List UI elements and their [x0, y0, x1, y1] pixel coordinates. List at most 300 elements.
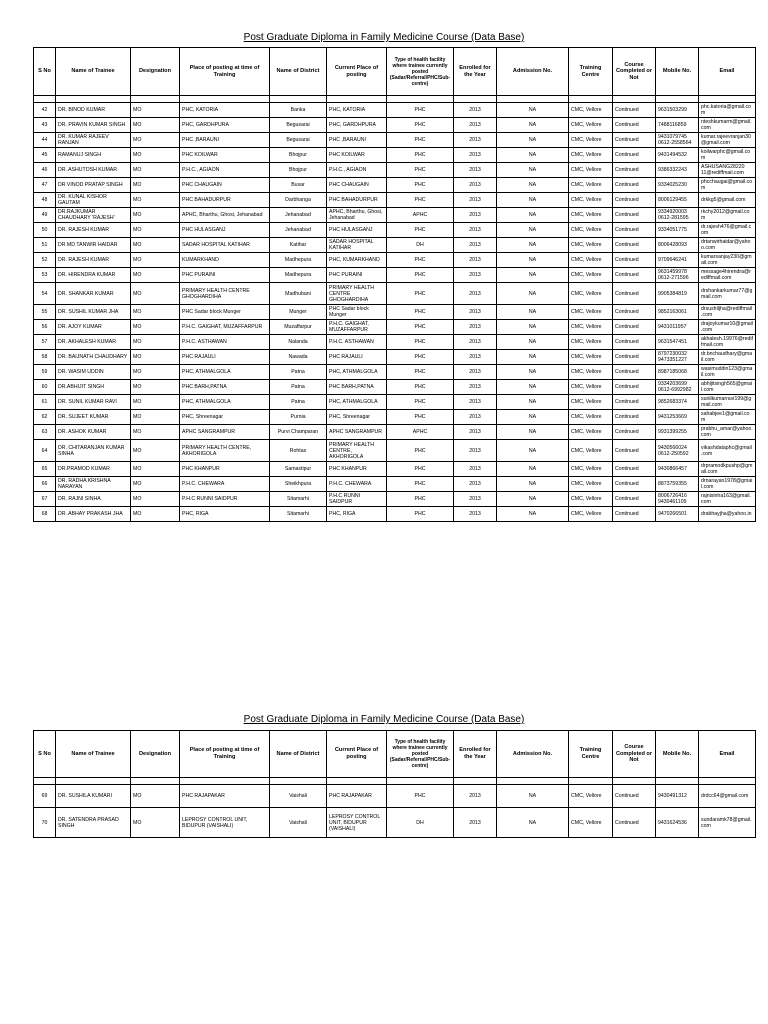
- cell-centre: CMC, Vellore: [569, 305, 613, 320]
- cell-enrolled: 2013: [454, 440, 497, 462]
- cell-district: Patna: [270, 380, 327, 395]
- cell-email: dr.rajesh476@gmail.com: [699, 223, 756, 238]
- cell-name: DR. ASHUTOSH KUMAR: [56, 163, 131, 178]
- cell-place: PHC, Shreenagar: [180, 410, 270, 425]
- cell-current: APHC, Bharthu, Ghosi, Jehanabad: [327, 208, 387, 223]
- header-place: Place of posting at time of Training: [180, 731, 270, 778]
- cell-mobile: 8006428093: [656, 238, 699, 253]
- cell-enrolled: 2013: [454, 305, 497, 320]
- cell-place: PHC CHAUGAIN: [180, 178, 270, 193]
- cell-sno: 54: [34, 283, 56, 305]
- cell-name: DR. RAJESH KUMAR: [56, 223, 131, 238]
- cell-current: PHC, KATORIA: [327, 103, 387, 118]
- header-sno: S No: [34, 731, 56, 778]
- cell-district: Jehanabad: [270, 223, 327, 238]
- cell-admission: NA: [497, 118, 569, 133]
- cell-designation: MO: [131, 133, 180, 148]
- cell-centre: CMC, Vellore: [569, 808, 613, 838]
- cell-completed: Continued: [613, 395, 656, 410]
- cell-enrolled: 2013: [454, 808, 497, 838]
- cell-type: PHC: [387, 350, 454, 365]
- cell-current: P.H.C., AGIAON: [327, 163, 387, 178]
- cell-name: DR. RAJNI SINHA: [56, 492, 131, 507]
- header-place: Place of posting at time of Training: [180, 48, 270, 96]
- cell-email: kumarsanjay230@gmail.com: [699, 253, 756, 268]
- cell-completed: Continued: [613, 365, 656, 380]
- cell-type: PHC: [387, 335, 454, 350]
- cell-place: KUMARKHAND: [180, 253, 270, 268]
- cell-name: DR. RAJESH KUMAR: [56, 253, 131, 268]
- table-row: [34, 492, 756, 507]
- cell-designation: MO: [131, 785, 180, 808]
- table-row: [34, 440, 756, 462]
- cell-name: DR. SUSHIL KUMAR JHA: [56, 305, 131, 320]
- table-row: [34, 178, 756, 193]
- cell-sno: 66: [34, 477, 56, 492]
- cell-sno: 42: [34, 103, 56, 118]
- cell-district: Madhepura: [270, 253, 327, 268]
- cell-completed: Continued: [613, 178, 656, 193]
- cell-admission: NA: [497, 178, 569, 193]
- cell-place: PHC Sadar block Munger: [180, 305, 270, 320]
- header-enrolled: Enrolled for the Year: [454, 731, 497, 778]
- cell-type: PHC: [387, 462, 454, 477]
- cell-place: PHC BAHADURPUR: [180, 193, 270, 208]
- cell-sno: 47: [34, 178, 56, 193]
- cell-centre: CMC, Vellore: [569, 365, 613, 380]
- cell-completed: Continued: [613, 223, 656, 238]
- cell-place: APHC, Bharthu, Ghosi, Jehanabad: [180, 208, 270, 223]
- header-centre: Training Centre: [569, 48, 613, 96]
- cell-current: LEPROSY CONTROL UNIT, BIDUPUR (VAISHALI): [327, 808, 387, 838]
- cell-designation: MO: [131, 410, 180, 425]
- cell-completed: Continued: [613, 118, 656, 133]
- table-row: [34, 193, 756, 208]
- cell-mobile: 9470266501: [656, 507, 699, 522]
- header-name: Name of Trainee: [56, 731, 131, 778]
- cell-mobile: 9631459978 0612-271596: [656, 268, 699, 283]
- cell-admission: NA: [497, 477, 569, 492]
- cell-place: PHC RAJAULI: [180, 350, 270, 365]
- cell-type: DH: [387, 238, 454, 253]
- cell-place: P.H.C. GAIGHAT, MUZAFFARPUR: [180, 320, 270, 335]
- cell-mobile: 9431253669: [656, 410, 699, 425]
- cell-district: Rohtas: [270, 440, 327, 462]
- trainee-table-2: [33, 730, 756, 838]
- cell-mobile: 9430566024 0612-250592: [656, 440, 699, 462]
- cell-completed: Continued: [613, 477, 656, 492]
- cell-mobile: 9431079745 0612-2558564: [656, 133, 699, 148]
- table-row: [34, 208, 756, 223]
- cell-sno: 61: [34, 395, 56, 410]
- cell-enrolled: 2013: [454, 178, 497, 193]
- cell-district: Vaishali: [270, 785, 327, 808]
- cell-admission: NA: [497, 103, 569, 118]
- cell-admission: NA: [497, 238, 569, 253]
- table-row: [34, 507, 756, 522]
- cell-centre: CMC, Vellore: [569, 133, 613, 148]
- cell-sno: 67: [34, 492, 56, 507]
- header-designation: Designation: [131, 48, 180, 96]
- cell-district: Bhojpur: [270, 163, 327, 178]
- cell-email: nteshkumarm@gmail.com: [699, 118, 756, 133]
- cell-current: APHC SANGRAMPUR: [327, 425, 387, 440]
- cell-place: PRIMARY HEALTH CENTRE GHOGHARDIHA: [180, 283, 270, 305]
- cell-place: PHC BARH,PATNA: [180, 380, 270, 395]
- table-row: [34, 335, 756, 350]
- cell-current: P.H.C. CHEWARA: [327, 477, 387, 492]
- cell-name: DR. BINOD KUMAR: [56, 103, 131, 118]
- cell-email: kumar.rajeevranjan30@gmail.com: [699, 133, 756, 148]
- cell-designation: MO: [131, 380, 180, 395]
- cell-enrolled: 2013: [454, 492, 497, 507]
- cell-completed: Continued: [613, 440, 656, 462]
- cell-email: koilwarphc@gmail.com: [699, 148, 756, 163]
- cell-district: Banka: [270, 103, 327, 118]
- cell-type: APHC: [387, 425, 454, 440]
- cell-sno: 44: [34, 133, 56, 148]
- cell-type: PHC: [387, 253, 454, 268]
- cell-designation: MO: [131, 283, 180, 305]
- cell-designation: MO: [131, 507, 180, 522]
- cell-current: PHC, RIGA: [327, 507, 387, 522]
- cell-admission: NA: [497, 268, 569, 283]
- cell-district: Sitamarhi: [270, 492, 327, 507]
- page-title: Post Graduate Diploma in Family Medicine Course (Data Base): [243, 32, 525, 43]
- cell-sno: 68: [34, 507, 56, 522]
- cell-enrolled: 2013: [454, 507, 497, 522]
- cell-centre: CMC, Vellore: [569, 477, 613, 492]
- cell-current: PHC, KUMARKHAND: [327, 253, 387, 268]
- cell-place: PHC, ATHMALGOLA: [180, 365, 270, 380]
- cell-centre: CMC, Vellore: [569, 492, 613, 507]
- table-row: [34, 785, 756, 808]
- cell-email: phc.katoria@gmail.com: [699, 103, 756, 118]
- cell-email: phcchaugai@gmail.com: [699, 178, 756, 193]
- table-row: [34, 253, 756, 268]
- cell-enrolled: 2013: [454, 462, 497, 477]
- header-mobile: Mobile No.: [656, 731, 699, 778]
- cell-district: Katihar: [270, 238, 327, 253]
- cell-current: P.H.C. GAIGHAT, MUZAFFARPUR: [327, 320, 387, 335]
- cell-district: Sheikhpura: [270, 477, 327, 492]
- cell-place: PHC, RIGA: [180, 507, 270, 522]
- cell-admission: NA: [497, 380, 569, 395]
- cell-completed: Continued: [613, 238, 656, 253]
- cell-place: PHC ,BARAUNI: [180, 133, 270, 148]
- cell-centre: CMC, Vellore: [569, 178, 613, 193]
- cell-place: P.H.C. ASTHAWAN: [180, 335, 270, 350]
- cell-type: PHC: [387, 283, 454, 305]
- cell-sno: 55: [34, 305, 56, 320]
- cell-district: Bhojpur: [270, 148, 327, 163]
- table-row: [34, 350, 756, 365]
- cell-designation: MO: [131, 335, 180, 350]
- header-enrolled: Enrolled for the Year: [454, 48, 497, 96]
- cell-current: P.H.C RUNNI SAIDPUR: [327, 492, 387, 507]
- cell-admission: NA: [497, 350, 569, 365]
- table-row: [34, 133, 756, 148]
- cell-admission: NA: [497, 320, 569, 335]
- cell-completed: Continued: [613, 335, 656, 350]
- cell-name: DR. SHANKAR KUMAR: [56, 283, 131, 305]
- cell-enrolled: 2013: [454, 103, 497, 118]
- cell-mobile: 8797230032 9473351227: [656, 350, 699, 365]
- table-row: [34, 425, 756, 440]
- cell-place: LEPROSY CONTROL UNIT, BIDUPUR (VAISHALI): [180, 808, 270, 838]
- cell-name: DR. PRAVIN KUMAR SINGH: [56, 118, 131, 133]
- header-admission: Admission No.: [497, 731, 569, 778]
- cell-mobile: 9430866457: [656, 462, 699, 477]
- cell-enrolled: 2013: [454, 133, 497, 148]
- cell-mobile: 9631547451: [656, 335, 699, 350]
- cell-name: DR. SUJEET KUMAR: [56, 410, 131, 425]
- cell-centre: CMC, Vellore: [569, 283, 613, 305]
- cell-completed: Continued: [613, 253, 656, 268]
- cell-designation: MO: [131, 440, 180, 462]
- cell-place: SADAR HOSPITAL KATIHAR: [180, 238, 270, 253]
- cell-type: PHC: [387, 477, 454, 492]
- cell-name: DR. ABHAY PRAKASH JHA: [56, 507, 131, 522]
- cell-district: Jehanabad: [270, 208, 327, 223]
- cell-district: Vaishali: [270, 808, 327, 838]
- cell-enrolled: 2013: [454, 410, 497, 425]
- cell-admission: NA: [497, 785, 569, 808]
- cell-type: PHC: [387, 380, 454, 395]
- cell-place: P.H.C RUNNI SAIDPUR: [180, 492, 270, 507]
- header-completed: Course Completed or Not: [613, 48, 656, 96]
- cell-email: drtanwirhaidar@yahoo.com: [699, 238, 756, 253]
- cell-designation: MO: [131, 103, 180, 118]
- cell-type: PHC: [387, 133, 454, 148]
- cell-current: PHC RAJAPAKAR: [327, 785, 387, 808]
- cell-type: APHC: [387, 208, 454, 223]
- cell-district: Purnia: [270, 410, 327, 425]
- cell-place: PRIMARY HEALTH CENTRE, AKHORIGOLA: [180, 440, 270, 462]
- cell-name: DR.ABHIJIT SINGH: [56, 380, 131, 395]
- cell-centre: CMC, Vellore: [569, 103, 613, 118]
- cell-completed: Continued: [613, 462, 656, 477]
- cell-admission: NA: [497, 462, 569, 477]
- cell-district: Madhepura: [270, 268, 327, 283]
- cell-mobile: 8873759355: [656, 477, 699, 492]
- cell-centre: CMC, Vellore: [569, 462, 613, 477]
- cell-type: PHC: [387, 268, 454, 283]
- table-row: [34, 283, 756, 305]
- cell-email: wasimuddin123@gmail.com: [699, 365, 756, 380]
- cell-completed: Continued: [613, 148, 656, 163]
- cell-type: PHC: [387, 365, 454, 380]
- cell-current: PHC Sadar block Munger: [327, 305, 387, 320]
- cell-sno: 60: [34, 380, 56, 395]
- cell-mobile: 9905384819: [656, 283, 699, 305]
- cell-sno: 70: [34, 808, 56, 838]
- cell-completed: Continued: [613, 320, 656, 335]
- table-row: [34, 238, 756, 253]
- cell-designation: MO: [131, 223, 180, 238]
- cell-designation: MO: [131, 320, 180, 335]
- cell-designation: MO: [131, 253, 180, 268]
- cell-designation: MO: [131, 208, 180, 223]
- cell-admission: NA: [497, 283, 569, 305]
- cell-centre: CMC, Vellore: [569, 785, 613, 808]
- cell-sno: 50: [34, 223, 56, 238]
- cell-mobile: 9386332243: [656, 163, 699, 178]
- cell-designation: MO: [131, 148, 180, 163]
- cell-name: DR. AKHALESH KUMAR: [56, 335, 131, 350]
- cell-name: DR. SUNIL KUMAR RAVI: [56, 395, 131, 410]
- cell-sno: 45: [34, 148, 56, 163]
- cell-designation: MO: [131, 118, 180, 133]
- table-row: [34, 118, 756, 133]
- cell-name: RAMANUJ SINGH: [56, 148, 131, 163]
- cell-current: SADAR HOSPITAL KATIHAR: [327, 238, 387, 253]
- cell-centre: CMC, Vellore: [569, 223, 613, 238]
- cell-type: PHC: [387, 305, 454, 320]
- cell-centre: CMC, Vellore: [569, 163, 613, 178]
- cell-completed: Continued: [613, 425, 656, 440]
- cell-current: P.H.C. ASTHAWAN: [327, 335, 387, 350]
- cell-email: drdcc64@gmail.com: [699, 785, 756, 808]
- cell-current: PHC BAHADURPUR: [327, 193, 387, 208]
- cell-email: ASHUSANG28220 11@rediffmail.com: [699, 163, 756, 178]
- cell-place: P.H.C. CHEWARA: [180, 477, 270, 492]
- cell-admission: NA: [497, 507, 569, 522]
- cell-enrolled: 2013: [454, 268, 497, 283]
- cell-email: sunilkumarravi199@gmail.com: [699, 395, 756, 410]
- cell-centre: CMC, Vellore: [569, 193, 613, 208]
- cell-admission: NA: [497, 223, 569, 238]
- cell-centre: CMC, Vellore: [569, 208, 613, 223]
- cell-place: PHC KHANPUR: [180, 462, 270, 477]
- cell-mobile: 9852683374: [656, 395, 699, 410]
- cell-completed: Continued: [613, 103, 656, 118]
- cell-admission: NA: [497, 193, 569, 208]
- cell-designation: MO: [131, 365, 180, 380]
- cell-current: PRIMARY HEALTH CENTRE GHOGHARDIHA: [327, 283, 387, 305]
- header-current: Current Place of posting: [327, 48, 387, 96]
- cell-email: drabhayjha@yahoo.in: [699, 507, 756, 522]
- header-sno: S No: [34, 48, 56, 96]
- cell-email: abhijitsingh565@gmail.com: [699, 380, 756, 395]
- header-designation: Designation: [131, 731, 180, 778]
- cell-name: DR. KUNAL KISHOR GAUTAM: [56, 193, 131, 208]
- cell-mobile: 9334203699 0612-6992982: [656, 380, 699, 395]
- cell-centre: CMC, Vellore: [569, 350, 613, 365]
- cell-enrolled: 2013: [454, 477, 497, 492]
- cell-name: DR.PRAMOD KUMAR: [56, 462, 131, 477]
- cell-sno: 63: [34, 425, 56, 440]
- cell-name: DR. KUMAR RAJEEV RANJAN: [56, 133, 131, 148]
- cell-type: PHC: [387, 395, 454, 410]
- cell-centre: CMC, Vellore: [569, 410, 613, 425]
- cell-enrolled: 2013: [454, 365, 497, 380]
- header-admission: Admission No.: [497, 48, 569, 96]
- cell-district: Madhubani: [270, 283, 327, 305]
- cell-type: PHC: [387, 148, 454, 163]
- cell-mobile: 9709646241: [656, 253, 699, 268]
- cell-designation: MO: [131, 163, 180, 178]
- cell-centre: CMC, Vellore: [569, 320, 613, 335]
- table-row: [34, 320, 756, 335]
- cell-district: Nalanda: [270, 335, 327, 350]
- table-row: [34, 365, 756, 380]
- cell-completed: Continued: [613, 163, 656, 178]
- cell-enrolled: 2013: [454, 785, 497, 808]
- cell-admission: NA: [497, 208, 569, 223]
- cell-sno: 64: [34, 440, 56, 462]
- cell-sno: 62: [34, 410, 56, 425]
- cell-current: PHC HULASGANJ: [327, 223, 387, 238]
- cell-type: PHC: [387, 163, 454, 178]
- cell-type: DH: [387, 808, 454, 838]
- cell-enrolled: 2013: [454, 163, 497, 178]
- cell-mobile: 9431494532: [656, 148, 699, 163]
- cell-type: PHC: [387, 118, 454, 133]
- cell-email: rajnisinha163@gmail.com: [699, 492, 756, 507]
- cell-mobile: 8006726416 9430461109: [656, 492, 699, 507]
- cell-mobile: 9430491312: [656, 785, 699, 808]
- cell-designation: MO: [131, 350, 180, 365]
- cell-place: PHC, KATORIA: [180, 103, 270, 118]
- cell-type: PHC: [387, 103, 454, 118]
- cell-place: APHC SANGRAMPUR: [180, 425, 270, 440]
- cell-mobile: 9431011957: [656, 320, 699, 335]
- cell-mobile: 8006129455: [656, 193, 699, 208]
- cell-enrolled: 2013: [454, 238, 497, 253]
- cell-district: Munger: [270, 305, 327, 320]
- cell-admission: NA: [497, 163, 569, 178]
- cell-centre: CMC, Vellore: [569, 268, 613, 283]
- cell-place: PHC HULASGANJ: [180, 223, 270, 238]
- cell-type: PHC: [387, 193, 454, 208]
- cell-current: PHC, Shreenagar: [327, 410, 387, 425]
- cell-designation: MO: [131, 492, 180, 507]
- cell-centre: CMC, Vellore: [569, 253, 613, 268]
- header-email: Email: [699, 48, 756, 96]
- cell-district: Muzaffarpur: [270, 320, 327, 335]
- cell-designation: MO: [131, 238, 180, 253]
- cell-place: PHC, ATHMALGOLA: [180, 395, 270, 410]
- cell-completed: Continued: [613, 410, 656, 425]
- cell-enrolled: 2013: [454, 223, 497, 238]
- cell-admission: NA: [497, 395, 569, 410]
- cell-designation: MO: [131, 462, 180, 477]
- cell-designation: MO: [131, 178, 180, 193]
- cell-enrolled: 2013: [454, 335, 497, 350]
- cell-name: DR. RADHA KRISHNA NARAYAN: [56, 477, 131, 492]
- cell-completed: Continued: [613, 133, 656, 148]
- cell-admission: NA: [497, 808, 569, 838]
- cell-designation: MO: [131, 395, 180, 410]
- cell-email: rkchy2012@gmail.com: [699, 208, 756, 223]
- cell-mobile: 8987185068: [656, 365, 699, 380]
- cell-email: drsushiljha@rediffmail.com: [699, 305, 756, 320]
- cell-email: drajoykumar10@gmail.com: [699, 320, 756, 335]
- cell-email: drshankarkumar77@gmail.com: [699, 283, 756, 305]
- cell-sno: 52: [34, 253, 56, 268]
- cell-district: Begusarai: [270, 133, 327, 148]
- cell-name: DR. BAIJNATH CHAUDHARY: [56, 350, 131, 365]
- cell-email: drnarayan1978@gmail.com: [699, 477, 756, 492]
- cell-email: message4hirendra@rediffmail.com: [699, 268, 756, 283]
- cell-district: Samastipur: [270, 462, 327, 477]
- table-row: [34, 808, 756, 838]
- cell-mobile: 7488116859: [656, 118, 699, 133]
- cell-designation: MO: [131, 808, 180, 838]
- cell-enrolled: 2013: [454, 118, 497, 133]
- table-row: [34, 380, 756, 395]
